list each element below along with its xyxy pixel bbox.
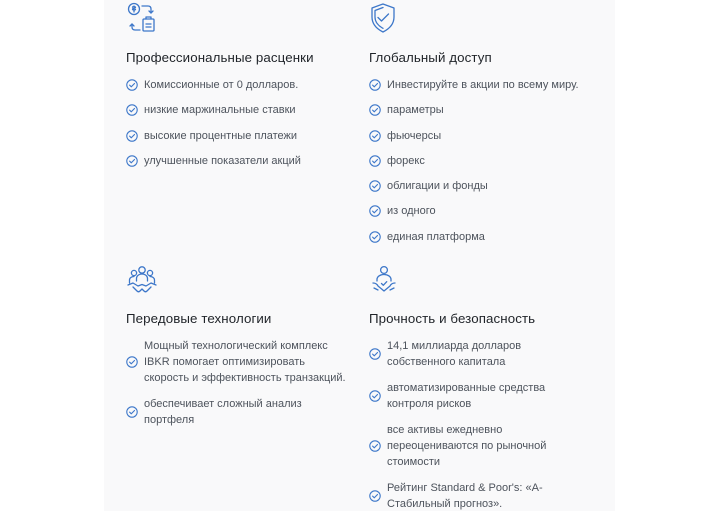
- list-item: [369, 203, 609, 219]
- list-item-text: все активы ежедневно переоцениваются по рыночной стоимости: [387, 424, 547, 468]
- list-item-text: 14,1 миллиарда долларов собственного капитала: [387, 340, 522, 368]
- list-item: [369, 77, 609, 93]
- check-circle-icon: [126, 130, 138, 142]
- check-circle-icon: [369, 180, 381, 192]
- list-item: [126, 102, 356, 118]
- list-item-text: Инвестируйте в акции по всему миру.: [387, 79, 579, 91]
- list-item: [369, 338, 584, 370]
- check-circle-icon: [126, 356, 138, 368]
- check-circle-icon: [369, 490, 381, 502]
- list-item-text: из одного: [387, 205, 436, 218]
- feature-title: Прочность и безопасность: [369, 311, 536, 326]
- list-item: [126, 396, 348, 428]
- feature-title: Передовые технологии: [126, 311, 272, 326]
- list-item-text: высокие процентные платежи: [144, 129, 298, 142]
- check-circle-icon: [126, 155, 138, 167]
- check-circle-icon: [369, 348, 381, 360]
- list-item-text: Комиссионные от 0 долларов.: [144, 79, 299, 91]
- check-circle-icon: [369, 155, 381, 167]
- list-item-text: облигации и фонды: [387, 180, 488, 193]
- check-circle-icon: [369, 440, 381, 452]
- list-item-text: низкие маржинальные ставки: [144, 104, 296, 117]
- feature-list: [126, 77, 356, 178]
- list-item: [369, 380, 584, 412]
- check-circle-icon: [369, 205, 381, 217]
- check-circle-icon: [369, 231, 381, 243]
- check-circle-icon: [369, 390, 381, 402]
- list-item-text: единая платформа: [387, 230, 485, 243]
- check-circle-icon: [126, 406, 138, 418]
- list-item: [126, 128, 356, 144]
- list-item: [369, 480, 584, 511]
- shield-check-icon: [369, 2, 397, 39]
- check-circle-icon: [126, 104, 138, 116]
- list-item-text: фьючерсы: [387, 129, 442, 142]
- list-item: [126, 153, 356, 169]
- person-care-icon: [370, 264, 398, 301]
- check-circle-icon: [369, 130, 381, 142]
- list-item-text: улучшенные показатели акций: [144, 154, 301, 167]
- list-item: [369, 229, 609, 245]
- pricing-exchange-icon: [126, 2, 158, 39]
- list-item: [126, 338, 348, 386]
- feature-list: [369, 77, 609, 254]
- list-item: [369, 128, 609, 144]
- list-item-text: автоматизированные средства контроля рисков: [387, 382, 546, 410]
- list-item: [126, 77, 356, 93]
- feature-list: [369, 338, 584, 511]
- feature-title: Глобальный доступ: [369, 50, 492, 65]
- list-item-text: обеспечивает сложный анализ портфеля: [144, 398, 302, 426]
- feature-list: [126, 338, 348, 438]
- features-panel: [104, 0, 615, 511]
- list-item-text: параметры: [387, 104, 444, 117]
- list-item: [369, 153, 609, 169]
- list-item-text: Мощный технологический комплекс IBKR помогает оптимизировать скорость и эффективность транзакций.: [144, 340, 346, 384]
- feature-title: Профессиональные расценки: [126, 50, 314, 65]
- check-circle-icon: [369, 79, 381, 91]
- list-item-text: Рейтинг Standard & Poor's: «A-Стабильный прогноз».: [387, 482, 543, 510]
- list-item: [369, 178, 609, 194]
- list-item: [369, 422, 584, 470]
- list-item: [369, 102, 609, 118]
- check-circle-icon: [126, 79, 138, 91]
- team-handshake-icon: [126, 264, 158, 301]
- check-circle-icon: [369, 104, 381, 116]
- list-item-text: форекс: [387, 154, 425, 167]
